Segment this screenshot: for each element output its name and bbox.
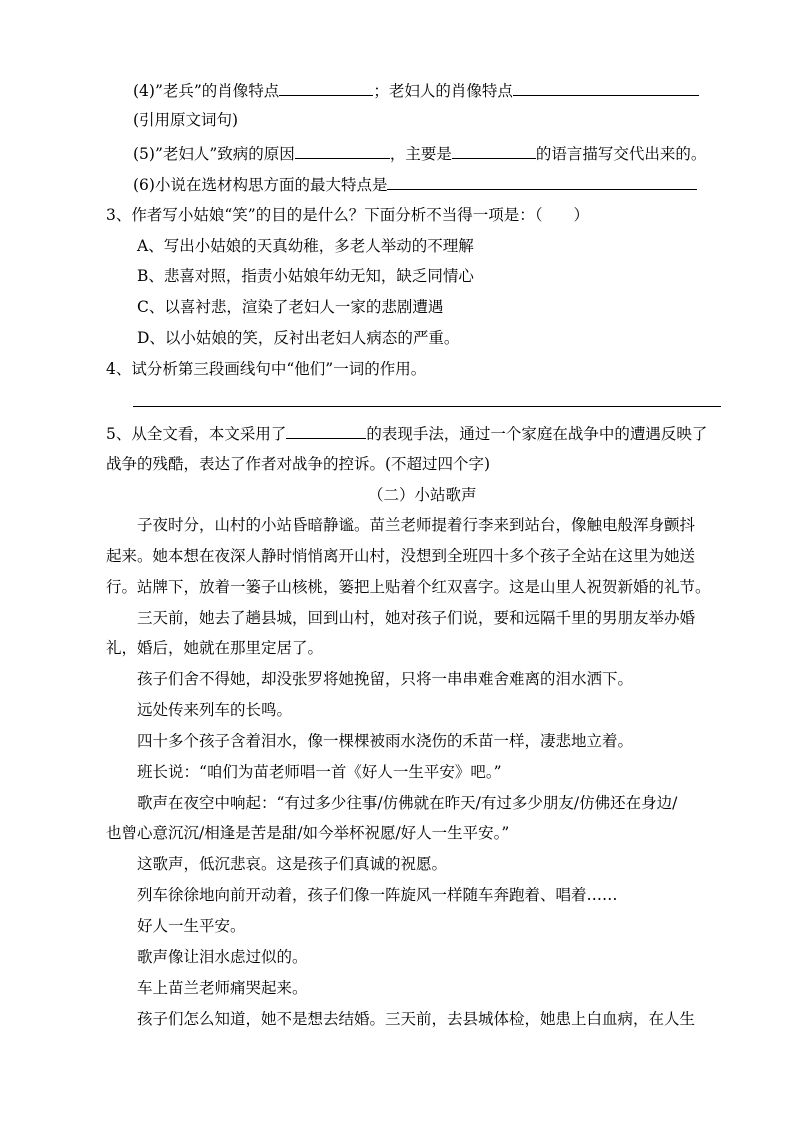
passage-line: 班长说：“咱们为苗老师唱一首《好人一生平安》吧。”: [137, 763, 502, 781]
q5-stem-line1: [106, 422, 707, 445]
q6-feature-question: [133, 173, 697, 196]
q3-option-c[interactable]: C、以喜衬悲，渲染了老妇人一家的悲剧遭遇: [137, 298, 444, 316]
q3-stem: 3、作者写小姑娘“笑”的目的是什么？下面分析不当得一项是：（ ）: [106, 206, 589, 224]
passage-line: 远处传来列车的长鸣。: [137, 701, 293, 719]
passage-line: 歌声在夜空中响起：“有过多少往事/仿佛就在昨天/有过多少朋友/仿佛还在身边/: [137, 794, 678, 812]
answer-blank[interactable]: [387, 173, 697, 190]
q5-prompt-b: ，主要是: [389, 145, 452, 163]
answer-blank[interactable]: [513, 79, 699, 96]
q3-option-a[interactable]: A、写出小姑娘的天真幼稚，多老人举动的不理解: [137, 237, 474, 255]
passage-line: 孩子们舍不得她，却没张罗将她挽留，只将一串串难舍难离的泪水洒下。: [137, 670, 634, 688]
passage-line: 孩子们怎么知道，她不是想去结婚。三天前，去县城体检，她患上白血病，在人生: [137, 1010, 696, 1028]
passage-line: 好人一生平安。: [137, 917, 246, 935]
passage-line: 歌声像让泪水虑过似的。: [137, 948, 308, 966]
q3-option-b[interactable]: B、悲喜对照，指责小姑娘年幼无知，缺乏同情心: [137, 267, 474, 285]
passage-line: 四十多个孩子含着泪水，像一棵棵被雨水浇伤的禾苗一样，凄悲地立着。: [137, 732, 634, 750]
q4-portrait-question: [133, 79, 699, 102]
q5-prompt-a: (5)”老妇人”致病的原因: [133, 145, 295, 163]
passage-line: 行。站牌下，放着一篓子山核桃，篓把上贴着个红双喜字。这是山里人祝贺新婚的礼节。: [106, 578, 711, 596]
passage-line: 礼，婚后，她就在那里定居了。: [106, 639, 324, 657]
passage-line: 起来。她本想在夜深人静时悄悄离开山村，没想到全班四十多个孩子全站在这里为她送: [106, 547, 696, 565]
q5-stem-line2: 战争的残酷，表达了作者对战争的控诉。(不超过四个字): [106, 455, 491, 473]
passage-line: 三天前，她去了趟县城，回到山村，她对孩子们说，要和远隔千里的男朋友举办婚: [137, 609, 696, 627]
q4-prompt-b: ；老妇人的肖像特点: [373, 82, 513, 100]
q5-prompt-c: 的语言描写交代出来的。: [535, 145, 707, 163]
q5-stem-a: 5、从全文看，本文采用了: [106, 425, 287, 443]
q4-note: (引用原文词句): [133, 111, 239, 129]
answer-blank[interactable]: [452, 142, 536, 159]
passage-title: （二）小站歌声: [368, 486, 477, 504]
answer-blank[interactable]: [279, 79, 373, 96]
answer-blank[interactable]: [295, 142, 390, 159]
q3-option-d[interactable]: D、以小姑娘的笑，反衬出老妇人病态的严重。: [137, 329, 460, 347]
passage-line: 这歌声，低沉悲哀。这是孩子们真诚的祝愿。: [137, 855, 448, 873]
q5-stem-b: 的表现手法，通过一个家庭在战争中的遭遇反映了: [366, 425, 708, 443]
passage-line: 也曾心意沉沉/相逢是苦是甜/如今举杯祝愿/好人一生平安。”: [106, 824, 510, 842]
passage-line: 列车徐徐地向前开动着，孩子们像一阵旋风一样随车奔跑着、唱着……: [137, 886, 618, 904]
passage-line: 车上苗兰老师痛哭起来。: [137, 979, 308, 997]
q5-cause-question: [133, 142, 706, 165]
answer-blank[interactable]: [286, 422, 366, 439]
answer-line[interactable]: [133, 406, 721, 407]
passage-line: 子夜时分，山村的小站昏暗静谧。苗兰老师提着行李来到站台，像触电般浑身颤抖: [137, 516, 696, 534]
q4-prompt-a: (4)”老兵”的肖像特点: [133, 82, 280, 100]
q4-stem: 4、试分析第三段画线句中“他们”一词的作用。: [106, 360, 427, 378]
q6-prompt-a: (6)小说在选材构思方面的最大特点是: [133, 176, 388, 194]
